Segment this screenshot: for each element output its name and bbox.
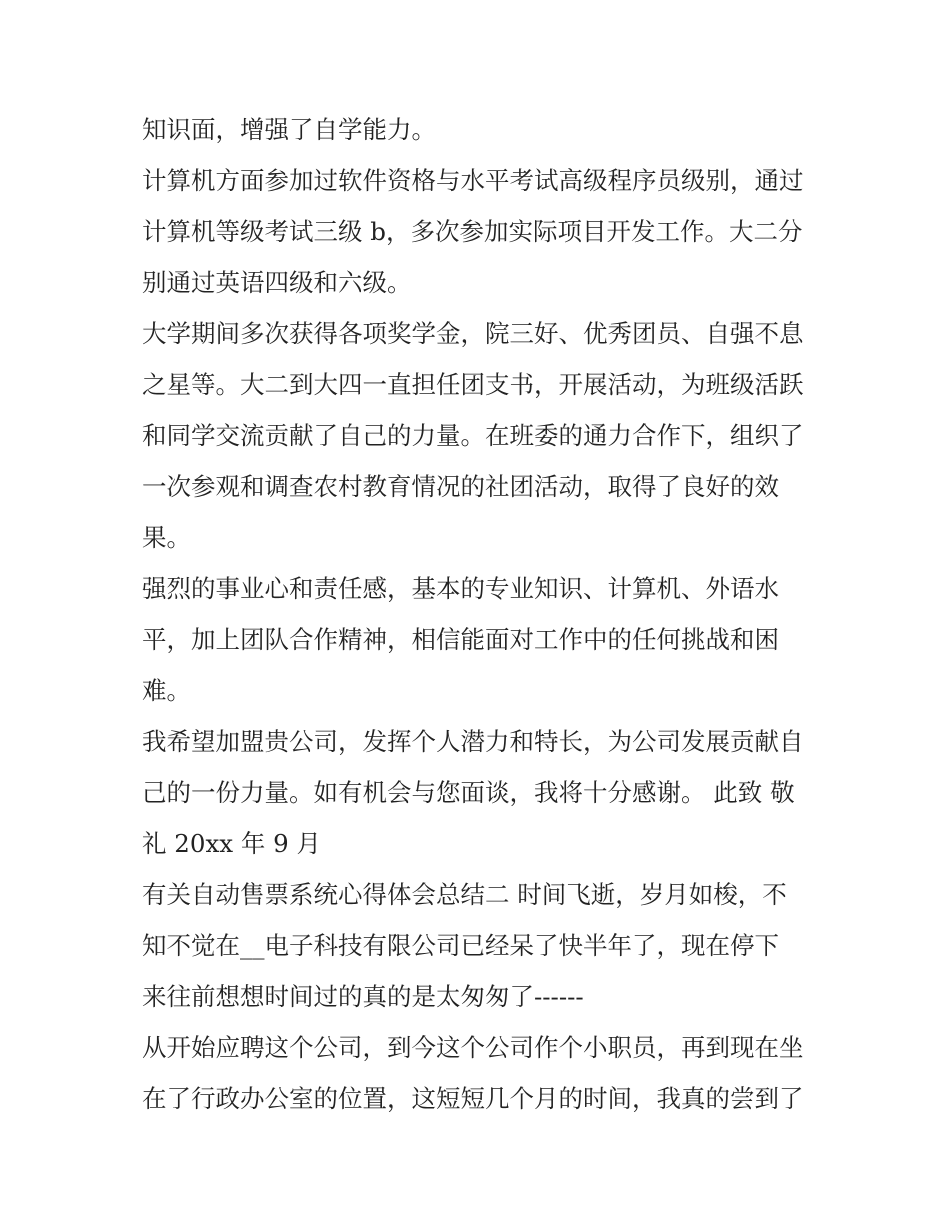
text-line: 计算机等级考试三级 b，多次参加实际项目开发工作。大二分 — [142, 217, 803, 246]
text-line: 别通过英语四级和六级。 — [142, 268, 412, 297]
text-line: 平，加上团队合作精神，相信能面对工作中的任何挑战和困 — [142, 625, 779, 654]
text-line: 知识面，增强了自学能力。 — [142, 115, 436, 144]
text-line: 强烈的事业心和责任感，基本的专业知识、计算机、外语水 — [142, 574, 779, 603]
text-line: 大学期间多次获得各项奖学金，院三好、优秀团员、自强不息 — [142, 319, 804, 348]
text-line: 一次参观和调查农村教育情况的社团活动，取得了良好的效 — [142, 472, 779, 501]
text-line: 礼 20xx 年 9 月 — [142, 829, 322, 858]
text-line: 之星等。大二到大四一直担任团支书，开展活动，为班级活跃 — [142, 370, 804, 399]
text-line: 知不觉在__电子科技有限公司已经呆了快半年了，现在停下 — [142, 931, 779, 960]
text-line: 从开始应聘这个公司，到今这个公司作个小职员，再到现在坐 — [142, 1033, 804, 1062]
text-line: 果。 — [142, 523, 191, 552]
text-line: 有关自动售票系统心得体会总结二 时间飞逝，岁月如梭，不 — [142, 880, 787, 909]
text-line: 在了行政办公室的位置，这短短几个月的时间，我真的尝到了 — [142, 1084, 804, 1113]
text-line: 己的一份力量。如有机会与您面谈，我将十分感谢。 此致 敬 — [142, 778, 795, 807]
text-line: 难。 — [142, 676, 191, 705]
text-line: 来往前想想时间过的真的是太匆匆了------ — [142, 982, 584, 1011]
text-line: 和同学交流贡献了自己的力量。在班委的通力合作下，组织了 — [142, 421, 804, 450]
document-body — [142, 104, 822, 1124]
text-line: 我希望加盟贵公司，发挥个人潜力和特长，为公司发展贡献自 — [142, 727, 804, 756]
text-line: 计算机方面参加过软件资格与水平考试高级程序员级别，通过 — [142, 166, 804, 195]
